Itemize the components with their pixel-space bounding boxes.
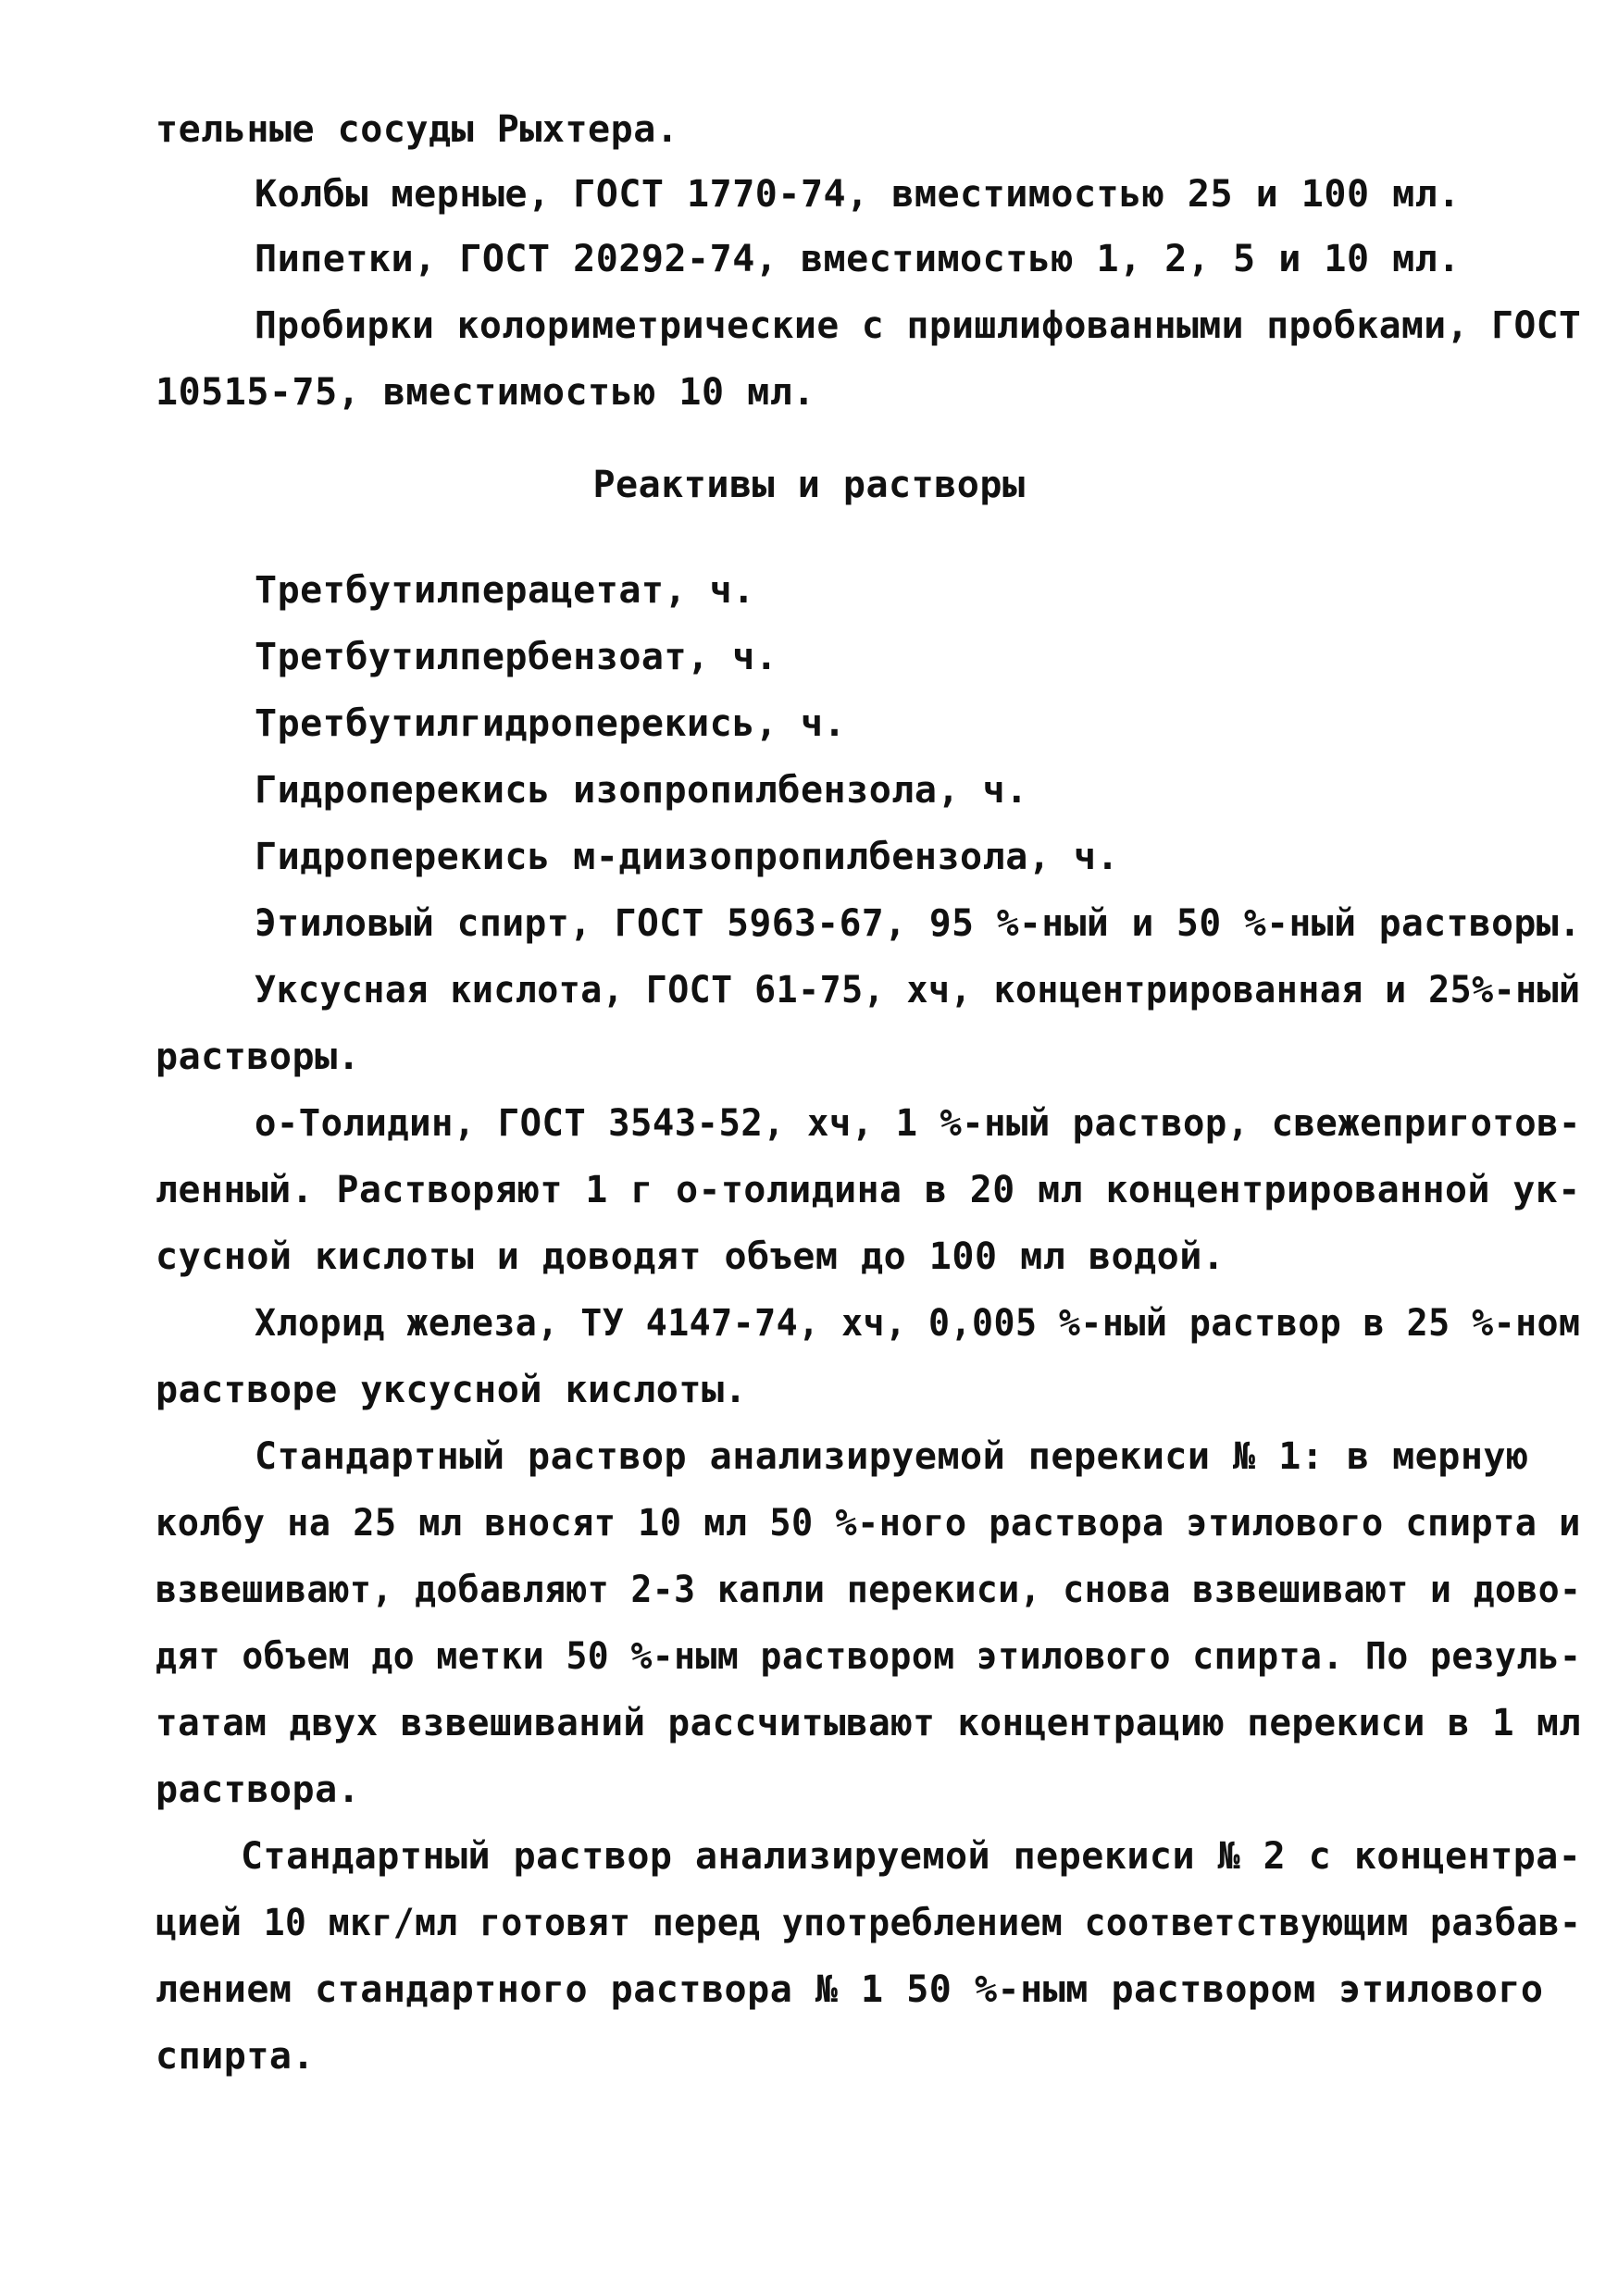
text-line: дят объем до метки 50 %-ным раствором этилового спирта. По резуль- — [156, 1635, 1582, 1678]
text-line: ленный. Растворяют 1 г о-толидина в 20 мл концентрированной ук- — [156, 1169, 1581, 1211]
list-item: Третбутилпербензоат, ч. — [255, 636, 778, 678]
text-line: цией 10 мкг/мл готовят перед употреблением соответствующим разбав- — [156, 1902, 1582, 1944]
text-line: Хлорид железа, ТУ 4147-74, хч, 0,005 %-ный раствор в 25 %-ном — [255, 1302, 1581, 1345]
list-item: Уксусная кислота, ГОСТ 61-75, хч, концентрированная и 25%-ный — [255, 969, 1581, 1011]
text-line: спирта. — [156, 2035, 316, 2078]
list-item: Этиловый спирт, ГОСТ 5963-67, 95 %-ный и 50 %-ный растворы. — [255, 902, 1582, 945]
text-line: татам двух взвешиваний рассчитывают концентрацию перекиси в 1 мл — [156, 1702, 1582, 1744]
text-line: Стандартный раствор анализируемой перекиси № 2 с концентра- — [241, 1835, 1582, 1878]
text-line: сусной кислоты и доводят объем до 100 мл водой. — [156, 1235, 1226, 1278]
text-line: раствора. — [156, 1769, 361, 1811]
text-line: Стандартный раствор анализируемой перекиси № 1: в мерную — [255, 1435, 1529, 1478]
list-item: Гидроперекись изопропилбензола, ч. — [255, 769, 1028, 812]
text-line: Колбы мерные, ГОСТ 1770-74, вместимостью 25 и 100 мл. — [255, 173, 1461, 216]
text-line: тельные сосуды Рыхтера. — [156, 108, 679, 151]
text-line: взвешивают, добавляют 2-3 капли перекиси, снова взвешивают и дово- — [156, 1569, 1582, 1611]
text-line: лением стандартного раствора № 1 50 %-ным раствором этилового — [156, 1968, 1544, 2011]
text-line: Пипетки, ГОСТ 20292-74, вместимостью 1, 2, 5 и 10 мл. — [255, 238, 1461, 280]
text-line: Пробирки колориметрические с пришлифованными пробками, ГОСТ — [255, 304, 1582, 347]
list-item: Гидроперекись м-диизопропилбензола, ч. — [255, 836, 1120, 878]
text-line: растворе уксусной кислоты. — [156, 1369, 748, 1411]
text-line: о-Толидин, ГОСТ 3543-52, хч, 1 %-ный раствор, свежеприготов- — [255, 1102, 1581, 1145]
list-item: Третбутилгидроперекись, ч. — [255, 702, 847, 745]
list-item: Третбутилперацетат, ч. — [255, 569, 755, 612]
text-line: 10515-75, вместимостью 10 мл. — [156, 371, 815, 414]
text-line: растворы. — [156, 1036, 361, 1078]
text-line: колбу на 25 мл вносят 10 мл 50 %-ного раствора этилового спирта и — [156, 1502, 1581, 1545]
section-heading: Реактивы и растворы — [592, 464, 1026, 506]
